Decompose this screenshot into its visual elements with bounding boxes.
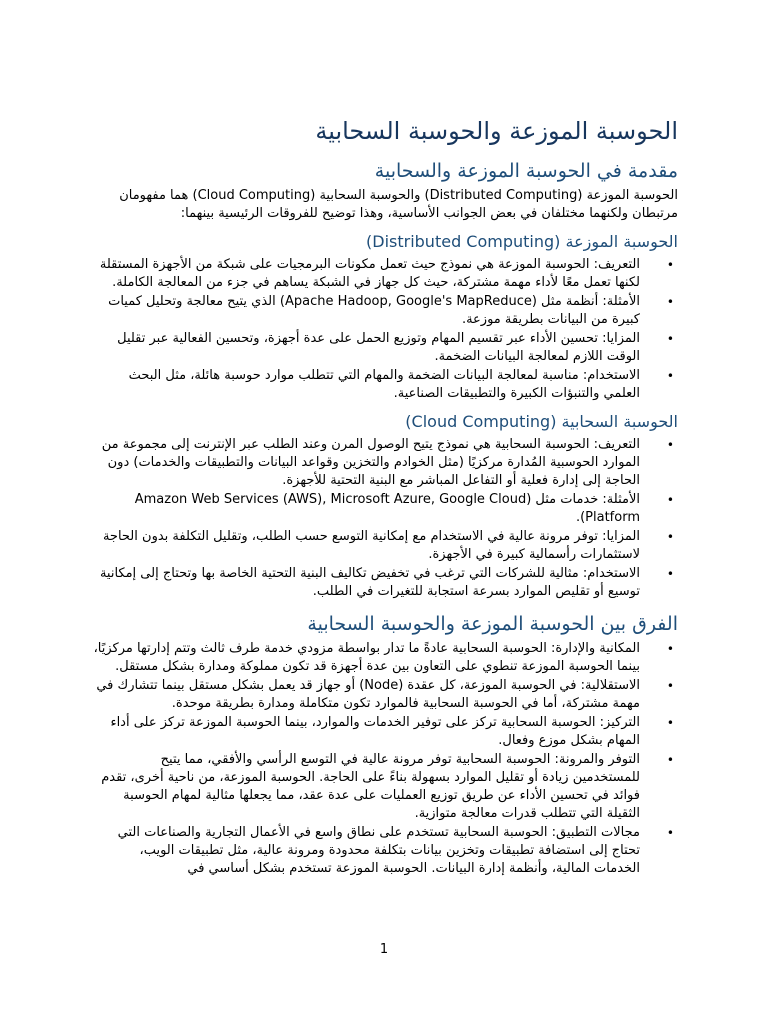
list-item — [90, 565, 678, 601]
list-item — [90, 330, 678, 366]
list-item — [90, 436, 678, 490]
list-item-text: التوفر والمرونة: الحوسبة السحابية توفر مرونة عالية في التوسع الرأسي والأفقي، مما يتيح للمستخدمين زيادة أو تقليل الموارد بسهولة بناءً على الحاجة. الحوسبة الموزعة، من ناحية أخرى، تقدم فوائد في تحسين الأداء عن طريق توزيع العمليات على عدة عقد، مما يجعلها مثالية لمهام الحوسبة الثقيلة التي تتطلب قدرات معالجة متوازية. — [101, 752, 640, 821]
bullet-icon: • — [666, 438, 674, 452]
list-item — [90, 293, 678, 329]
bullet-icon: • — [666, 332, 674, 346]
bullet-icon: • — [666, 753, 674, 767]
distributed-list — [90, 256, 678, 403]
page-number: 1 — [379, 942, 389, 957]
list-item-text: التركيز: الحوسبة السحابية تركز على توفير الخدمات والموارد، بينما الحوسبة الموزعة تركز على أداء المهام بشكل موزع وفعال. — [110, 715, 640, 748]
list-item-text: الأمثلة: خدمات مثل (Amazon Web Services (AWS), Microsoft Azure, Google Cloud Platform). — [134, 492, 640, 525]
document-title: الحوسبة الموزعة والحوسبة السحابية — [315, 117, 678, 145]
bullet-icon: • — [666, 642, 674, 656]
bullet-icon: • — [666, 295, 674, 309]
list-item — [90, 677, 678, 713]
list-item-text: الأمثلة: أنظمة مثل (Apache Hadoop, Google's MapReduce) الذي يتيح معالجة وتحليل كميات كبيرة من البيانات بطريقة موزعة. — [108, 294, 640, 327]
list-item-text: مجالات التطبيق: الحوسبة السحابية تستخدم على نطاق واسع في الأعمال التجارية والصناعات التي تحتاج إلى استضافة تطبيقات وتخزين بيانات بتكلفة محدودة ومرونة عالية، مثل تطبيقات الويب، الخدمات المالية، وأنظمة إدارة البيانات. الحوسبة الموزعة تستخدم بشكل أساسي في — [117, 825, 640, 876]
cloud-list — [90, 436, 678, 601]
intro-heading: مقدمة في الحوسبة الموزعة والسحابية — [374, 160, 678, 182]
list-item-text: الاستخدام: مثالية للشركات التي ترغب في تخفيض تكاليف البنية التحتية الخاصة بها وتحتاج إلى إمكانية توسيع أو تقليص الموارد بسرعة استجابة للتغيرات في الطلب. — [99, 566, 640, 599]
bullet-icon: • — [666, 716, 674, 730]
list-item — [90, 824, 678, 878]
list-item — [90, 640, 678, 676]
bullet-icon: • — [666, 567, 674, 581]
list-item — [90, 528, 678, 564]
list-item-text: التعريف: الحوسبة السحابية هي نموذج يتيح الوصول المرن وعند الطلب عبر الإنترنت إلى مجموعة من الموارد الحوسبية المُدارة مركزيًا (مثل الخوادم والتخزين وقواعد البيانات والتطبيقات والخدمات) دون الحاجة إلى إدارة فعلية أو التفاعل المباشر مع البنية التحتية للأجهزة. — [101, 437, 640, 488]
list-item — [90, 714, 678, 750]
bullet-icon: • — [666, 258, 674, 272]
bullet-icon: • — [666, 826, 674, 840]
distributed-heading: الحوسبة الموزعة (Distributed Computing) — [366, 232, 678, 251]
bullet-icon: • — [666, 369, 674, 383]
list-item — [90, 256, 678, 292]
list-item-text: الاستخدام: مناسبة لمعالجة البيانات الضخمة والمهام التي تتطلب موارد حوسبة هائلة، مثل البحث العلمي والتنبؤات الكبيرة والتطبيقات الصناعية. — [128, 368, 640, 401]
list-item-text: الاستقلالية: في الحوسبة الموزعة، كل عقدة (Node) أو جهاز قد يعمل بشكل مستقل بينما تتشارك في مهمة مشتركة، أما في الحوسبة السحابية فالموارد تكون متكاملة ومدارة بطريقة موحدة. — [96, 678, 640, 711]
list-item-text: المزايا: توفر مرونة عالية في الاستخدام مع إمكانية التوسع حسب الطلب، وتقليل التكلفة بدون الحاجة لاستثمارات رأسمالية كبيرة في الأجهزة. — [102, 529, 640, 562]
list-item-text: المكانية والإدارة: الحوسبة السحابية عادةً ما تدار بواسطة مزودي خدمة طرف ثالث وتتم إدارتها مركزيًا، بينما الحوسبة الموزعة تنطوي على التعاون بين عدة أجهزة قد تكون مملوكة ومدارة بشكل مستقل. — [93, 641, 640, 674]
list-item-text: التعريف: الحوسبة الموزعة هي نموذج حيث تعمل مكونات البرمجيات على شبكة من الأجهزة المستقلة لكنها تعمل معًا لأداء مهمة مشتركة، حيث كل جهاز في الشبكة يساهم في جزء من المعالجة الكاملة. — [99, 257, 640, 290]
difference-heading: الفرق بين الحوسبة الموزعة والحوسبة السحابية — [307, 613, 678, 635]
cloud-heading: الحوسبة السحابية (Cloud Computing) — [405, 412, 678, 431]
bullet-icon: • — [666, 530, 674, 544]
bullet-icon: • — [666, 493, 674, 507]
bullet-icon: • — [666, 679, 674, 693]
difference-list — [90, 640, 678, 878]
list-item — [90, 491, 678, 527]
list-item — [90, 751, 678, 823]
list-item — [90, 367, 678, 403]
list-item-text: المزايا: تحسين الأداء عبر تقسيم المهام وتوزيع الحمل على عدة أجهزة، وتحسين الفعالية عبر تقليل الوقت اللازم لمعالجة البيانات الضخمة. — [117, 331, 640, 364]
intro-paragraph: الحوسبة الموزعة (Distributed Computing) والحوسبة السحابية (Cloud Computing) هما مفهومان مرتبطان ولكنهما مختلفان في بعض الجوانب الأساسية، وهذا توضيح للفروقات الرئيسية بينهما: — [119, 188, 678, 221]
